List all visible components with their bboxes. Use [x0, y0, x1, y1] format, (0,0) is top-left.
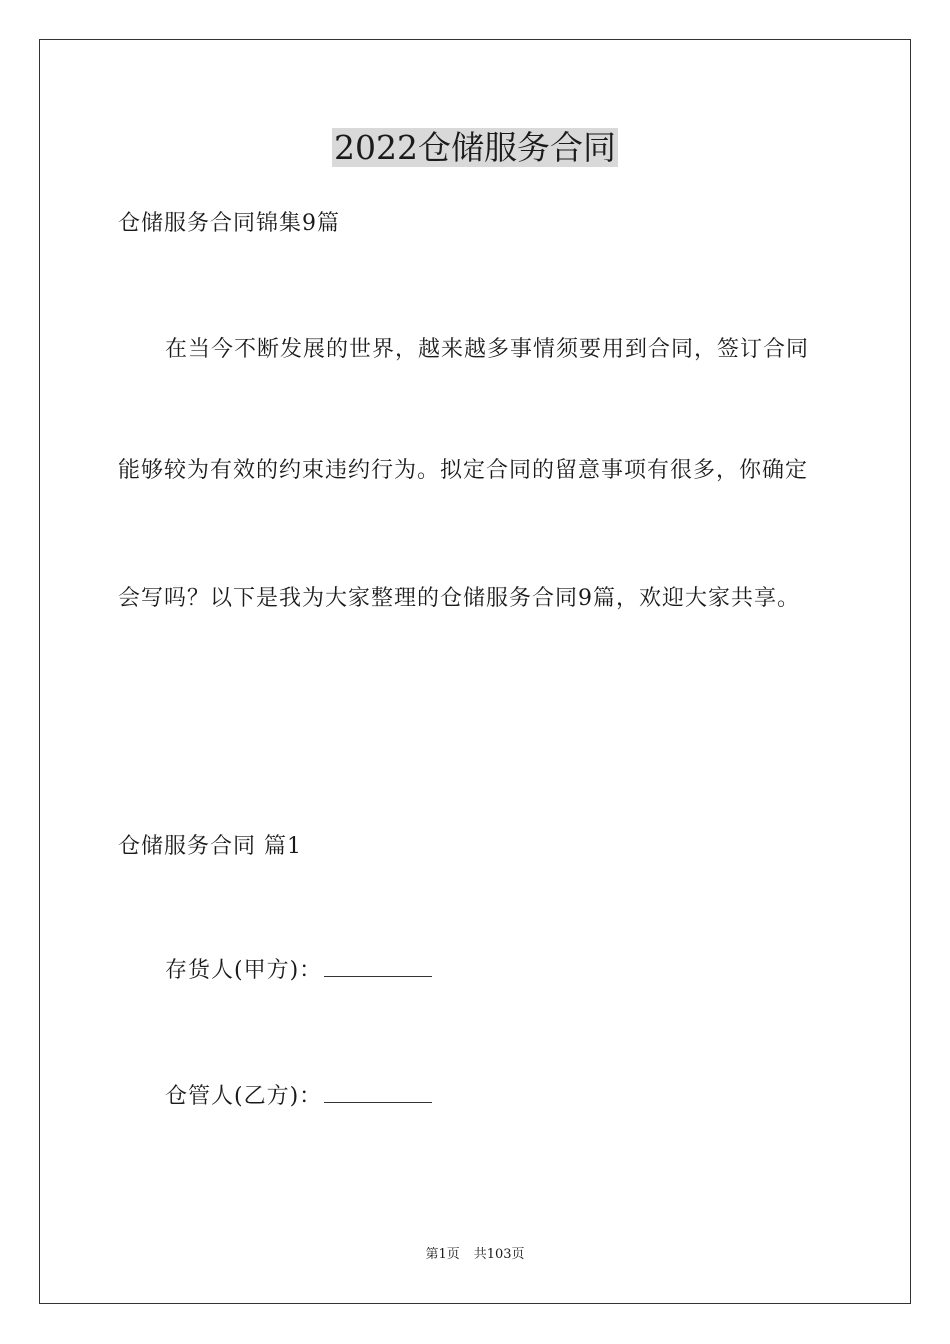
intro-line-2: 能够较为有效的约束违约行为。拟定合同的留意事项有很多，你确定 — [118, 458, 809, 483]
intro-line-3: 会写吗？以下是我为大家整理的仓储服务合同9篇，欢迎大家共享。 — [118, 586, 800, 611]
party-b-blank-field[interactable] — [324, 1084, 432, 1103]
party-b-line — [165, 1082, 432, 1112]
party-a-label: 存货人(甲方)： — [165, 958, 323, 983]
document-subtitle: 仓储服务合同锦集9篇 — [118, 211, 340, 236]
section-heading: 仓储服务合同 篇1 — [118, 834, 302, 859]
page-number-total: 共103页 — [473, 1247, 525, 1262]
party-b-label: 仓管人(乙方)： — [165, 1084, 323, 1109]
party-a-line — [165, 956, 432, 986]
page-footer — [0, 1246, 950, 1264]
party-a-blank-field[interactable] — [324, 958, 432, 977]
document-title-text: 2022仓储服务合同 — [334, 128, 616, 167]
intro-line-1: 在当今不断发展的世界，越来越多事情须要用到合同，签订合同 — [165, 337, 810, 362]
document-title — [0, 127, 950, 169]
page-number-current: 第1页 — [425, 1247, 460, 1262]
